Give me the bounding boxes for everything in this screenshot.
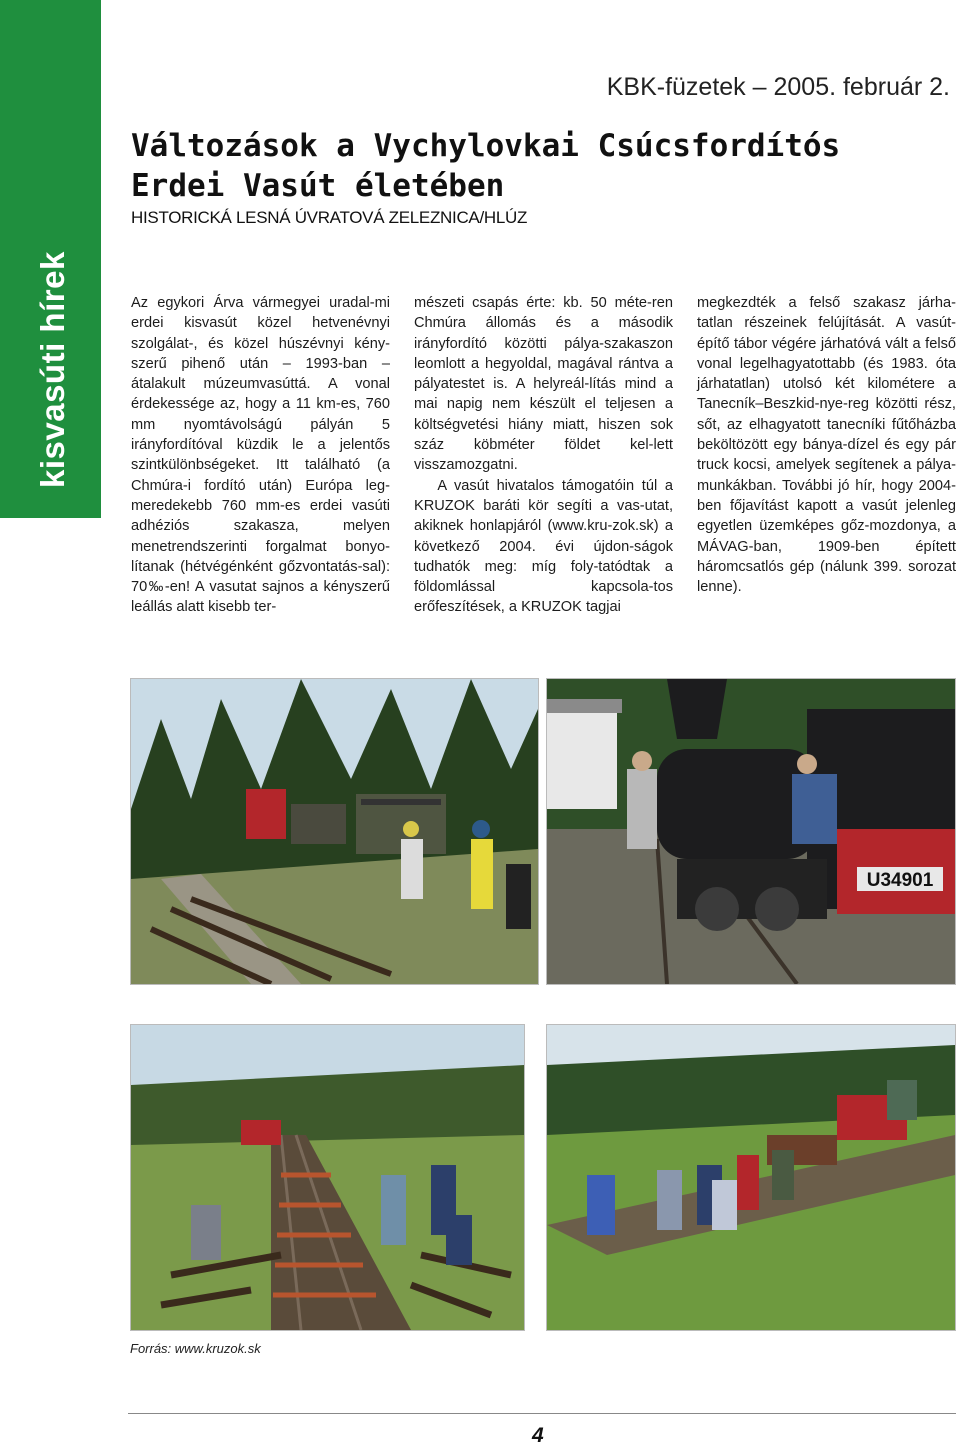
photo-steam-locomotive: [546, 678, 956, 985]
locomotive-number: U34901: [866, 870, 934, 891]
text-column-3: [697, 293, 956, 597]
text-column-1: [131, 293, 390, 618]
text-column-2: [414, 293, 673, 618]
paragraph: mészeti csapás érte: kb. 50 méte-ren Chmúra állomás és a második irányfordító közötti pálya-szakaszon leomlott a hegyoldal, magával rántva a pályatestet is. A helyreál-lítás mind a mai napig nem készült el teljesen a költségvetési hiány miatt, hiszen sok száz köbméter földet kel-lett visszamozgatni.: [414, 295, 673, 474]
photo-track-rebuilding: [130, 1024, 525, 1331]
article-subtitle: HISTORICKÁ LESNÁ ÚVRATOVÁ ZELEZNICA/HLÚZ: [131, 208, 528, 227]
article-title: Változások a Vychylovkai Csúcsfordítós Erdei Vasút életében: [131, 128, 841, 204]
page-number: 4: [532, 1424, 544, 1447]
paragraph: megkezdték a felső szakasz járha-tatlan részeinek felújítását. A vasút-építő tábor végére járhatóvá vált a felső vonal legelhagyatottabb (és 1983. óta járhatatlan) utolsó két kilométere a Tanecník–Beszkid-nye-reg közötti rész, sőt, az elhagyatott tanecníki fűtőházba beköltözött egy bánya-dízel és egy pár truck kocsi, amelyek segítenek a pálya-munkákban. További jó hír, hogy 2004-ben főjavítást kapott a vasút jelenleg egyetlen üzemképes gőz-mozdonya, a MÁVAG-ban, 1909-ben épített háromcsatlós gép (nálunk 399. sorozat lenne).: [697, 295, 956, 596]
photo-source-credit: Forrás: www.kruzok.sk: [130, 1341, 261, 1356]
paragraph: A vasút hivatalos támogatóin túl a KRUZOK baráti kör segíti a vas-utat, akiknek honlapjáról (www.kru-zok.sk) a következő 2004. évi újdon-ságok tudhatók meg: míg foly-tatódtak a földomlással kapcsola-tos erőfeszítések, a KRUZOK tagjai: [414, 477, 673, 616]
section-band: [0, 0, 101, 518]
section-label: kisvasúti hírek: [34, 251, 71, 488]
photo-workers-railcars: [130, 678, 539, 985]
paragraph: Az egykori Árva vármegyei uradal-mi erdei kisvasút közel hetvenévnyi szolgálat-, és közel húszévnyi kény-szerű pihenő után – 1993-ban – átalakult múzeumvasúttá. A vonal érdekessége az, hogy a 11 km-es, 760 mm nyomtávolságú pályán 5 irányfordítóval küzdik le a jelentős szintkülönbségeket. Itt található (a Chmúra-i fordító után) Európa leg-meredekebb 760 mm-es erdei vasúti adhéziós szakasza, melyen menetrendszerinti forgalmat bonyo-lítanak (hétvégénként gőzvontatás-sal): 70‰-en! A vasutat sajnos a kényszerű leállás alatt kisebb ter-: [131, 295, 390, 616]
photo-track-work-hillside: [546, 1024, 956, 1331]
publication-header: KBK-füzetek – 2005. február 2.: [606, 73, 950, 101]
footer-divider: [128, 1413, 956, 1414]
